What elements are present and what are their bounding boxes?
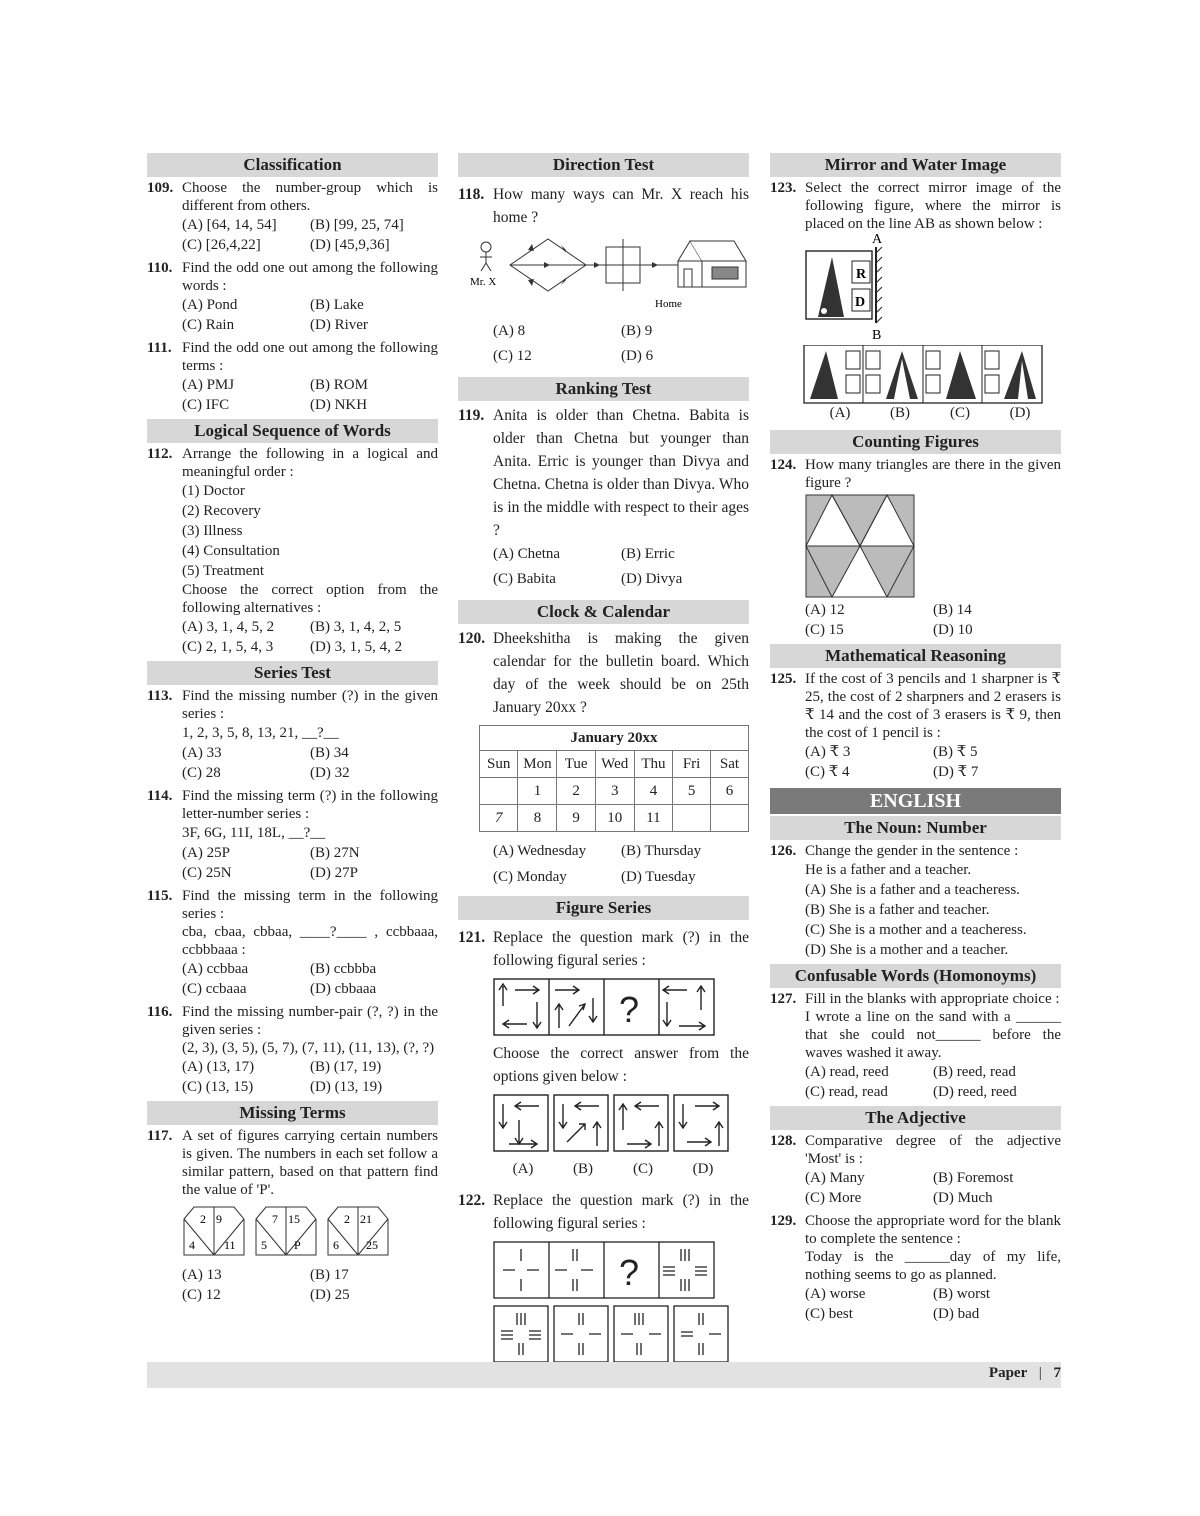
sentence: He is a father and a teacher. xyxy=(805,862,972,878)
fan-value: 2 xyxy=(200,1212,206,1226)
question-111 xyxy=(147,339,438,415)
question-number: 109. xyxy=(147,180,174,196)
option-d: (D) River xyxy=(310,317,368,333)
section-noun-number: The Noun: Number xyxy=(770,816,1061,840)
option-b: (B) Lake xyxy=(310,297,364,313)
option-b: (B) reed, read xyxy=(933,1064,1016,1080)
option-a: (A) ₹ 3 xyxy=(805,744,851,760)
option-c: (C) read, read xyxy=(805,1084,888,1100)
option-a: (A) Pond xyxy=(182,297,238,313)
fan-value: 15 xyxy=(288,1212,300,1226)
day-header: Mon xyxy=(518,751,557,778)
question-113 xyxy=(147,687,438,783)
option-b: (B) (17, 19) xyxy=(310,1059,382,1075)
question-115 xyxy=(147,887,438,999)
question-127 xyxy=(770,990,1061,1102)
option-c: (C) [26,4,22] xyxy=(182,237,261,253)
question-text: How many triangles are there in the given figure ? xyxy=(805,457,1061,491)
section-counting-figures: Counting Figures xyxy=(770,430,1061,454)
question-text: Choose the appropriate word for the blank to complete the sentence : xyxy=(805,1213,1061,1247)
question-number: 115. xyxy=(147,888,173,904)
question-number: 113. xyxy=(147,688,173,704)
fan-value: 6 xyxy=(333,1238,339,1252)
cross-options-figure xyxy=(493,1305,733,1363)
section-confusable-words: Confusable Words (Homonoyms) xyxy=(770,964,1061,988)
section-logical-sequence: Logical Sequence of Words xyxy=(147,419,438,443)
question-119 xyxy=(458,404,749,592)
option-c: (C) 12 xyxy=(182,1287,221,1303)
page-number: 7 xyxy=(1053,1365,1061,1381)
section-series-test: Series Test xyxy=(147,661,438,685)
question-128 xyxy=(770,1132,1061,1208)
question-text: Comparative degree of the adjective 'Most' is : xyxy=(805,1133,1061,1167)
question-instruction: Choose the correct answer from the options given below : xyxy=(493,1045,749,1085)
date-cell xyxy=(480,778,518,805)
question-instruction: Choose the correct option from the following alternatives : xyxy=(182,582,438,616)
question-124 xyxy=(770,456,1061,640)
section-ranking-test: Ranking Test xyxy=(458,377,749,401)
option-c: (C) Rain xyxy=(182,317,235,333)
option-c: (C) Babita xyxy=(493,571,556,587)
option-c: (C) Monday xyxy=(493,869,567,885)
item-2: (2) Recovery xyxy=(182,503,261,519)
date-cell: 9 xyxy=(557,805,595,832)
section-english: ENGLISH xyxy=(770,788,1061,814)
day-header: Thu xyxy=(634,751,673,778)
option-c: (C) 12 xyxy=(493,348,532,364)
date-cell xyxy=(710,805,748,832)
day-header: Fri xyxy=(673,751,711,778)
option-c: (C) ₹ 4 xyxy=(805,764,850,780)
question-text: How many ways can Mr. X reach his home ? xyxy=(493,186,749,226)
question-text: Replace the question mark (?) in the following figural series : xyxy=(493,929,749,969)
option-a: (A) Wednesday xyxy=(493,843,587,859)
question-number: 126. xyxy=(770,843,797,859)
option-d: (D) 6 xyxy=(621,348,654,364)
question-number: 116. xyxy=(147,1004,173,1020)
option-a: (A) [64, 14, 54] xyxy=(182,217,277,233)
letter-d: D xyxy=(855,295,866,310)
question-text: Change the gender in the sentence : xyxy=(805,843,1019,859)
option-c: (C) ccbaaa xyxy=(182,981,247,997)
question-123 xyxy=(770,179,1061,233)
section-figure-series: Figure Series xyxy=(458,896,749,920)
fan-value: 5 xyxy=(261,1238,267,1252)
option-b: (B) She is a father and teacher. xyxy=(805,902,990,918)
question-126 xyxy=(770,842,1061,960)
mirror-options-figure xyxy=(770,345,1061,405)
series-line: cba, cbaa, cbbaa, ____?____ , ccbbaaa, ccbbbaaa : xyxy=(182,924,438,958)
section-missing-terms: Missing Terms xyxy=(147,1101,438,1125)
option-b: (B) 14 xyxy=(933,602,972,618)
page-footer xyxy=(989,1365,1061,1382)
question-mark: ? xyxy=(619,989,640,1030)
fan-value: 21 xyxy=(360,1212,372,1226)
option-a: (A) read, reed xyxy=(805,1064,889,1080)
footer-separator: | xyxy=(1038,1365,1042,1381)
section-clock-calendar: Clock & Calendar xyxy=(458,600,749,624)
option-a: (A) She is a father and a teacheress. xyxy=(805,882,1020,898)
question-text: Find the missing term in the following series : xyxy=(182,888,438,922)
fan-value: 2 xyxy=(344,1212,350,1226)
question-120-options xyxy=(458,838,749,890)
option-d: (D) NKH xyxy=(310,397,368,413)
option-b: (B) Thursday xyxy=(621,843,702,859)
question-121 xyxy=(458,926,749,1181)
option-label-a: (A) xyxy=(512,1161,534,1177)
question-text: Arrange the following in a logical and meaningful order : xyxy=(182,446,438,480)
option-label-a: (A) xyxy=(829,405,851,421)
date-cell: 5 xyxy=(673,778,711,805)
day-header: Sun xyxy=(480,751,518,778)
option-c: (C) (13, 15) xyxy=(182,1079,254,1095)
item-4: (4) Consultation xyxy=(182,543,280,559)
option-a: (A) Chetna xyxy=(493,546,561,562)
option-c: (C) best xyxy=(805,1306,853,1322)
option-b: (B) 3, 1, 4, 2, 5 xyxy=(310,619,402,635)
day-header: Sat xyxy=(710,751,748,778)
option-c: (C) 15 xyxy=(805,622,844,638)
date-cell: 7 xyxy=(480,805,518,832)
option-d: (D) Divya xyxy=(621,571,683,587)
fan-value: 4 xyxy=(189,1238,195,1252)
question-number: 110. xyxy=(147,260,173,276)
question-text: If the cost of 3 pencils and 1 sharpner is ₹ 25, the cost of 2 sharpners and 2 erasers is ₹ 14 and the cost of 3 erasers is ₹ 9, then the cost of 1 pencil is : xyxy=(805,671,1061,741)
section-adjective: The Adjective xyxy=(770,1106,1061,1130)
option-c: (C) 28 xyxy=(182,765,221,781)
option-a: (A) 8 xyxy=(493,323,526,339)
fan-value: 11 xyxy=(224,1238,236,1252)
option-b: (B) Erric xyxy=(621,546,675,562)
fan-figures xyxy=(182,1205,392,1259)
series-line: 3F, 6G, 11I, 18L, __?__ xyxy=(182,825,326,841)
option-label-d: (D) xyxy=(692,1161,714,1177)
option-d: (D) 3, 1, 5, 4, 2 xyxy=(310,639,403,655)
person-icon xyxy=(480,242,492,271)
fan-figure-2 xyxy=(256,1207,316,1255)
option-b: (B) ₹ 5 xyxy=(933,744,978,760)
option-a: (A) ccbbaa xyxy=(182,961,249,977)
question-118-options xyxy=(458,319,749,369)
option-a: (A) 12 xyxy=(805,602,845,618)
question-109 xyxy=(147,179,438,255)
column-3 xyxy=(770,153,1061,1324)
question-number: 111. xyxy=(147,340,172,356)
option-b: (B) 9 xyxy=(621,323,653,339)
question-text: Select the correct mirror image of the following figure, where the mirror is placed on the line AB as shown below : xyxy=(805,180,1061,232)
option-a: (A) 33 xyxy=(182,745,222,761)
question-mark: ? xyxy=(619,1252,640,1293)
option-c: (C) She is a mother and a teacheress. xyxy=(805,922,1027,938)
option-c: (C) 2, 1, 5, 4, 3 xyxy=(182,639,274,655)
option-d: (D) 10 xyxy=(933,622,973,638)
option-d: (D) 25 xyxy=(310,1287,350,1303)
option-d: (D) (13, 19) xyxy=(310,1079,383,1095)
fan-value: 25 xyxy=(366,1238,378,1252)
option-c: (C) More xyxy=(805,1190,862,1206)
option-d: (D) She is a mother and a teacher. xyxy=(805,942,1009,958)
date-cell: 4 xyxy=(634,778,673,805)
date-cell: 1 xyxy=(518,778,557,805)
fan-figure-1 xyxy=(184,1207,244,1255)
option-d: (D) Much xyxy=(933,1190,993,1206)
column-2 xyxy=(458,153,749,1392)
question-number: 121. xyxy=(458,929,486,946)
home-label: Home xyxy=(655,298,682,310)
question-112 xyxy=(147,445,438,657)
option-a: (A) (13, 17) xyxy=(182,1059,255,1075)
option-b: (B) ROM xyxy=(310,377,368,393)
option-d: (D) cbbaaa xyxy=(310,981,377,997)
item-1: (1) Doctor xyxy=(182,483,245,499)
option-d: (D) reed, reed xyxy=(933,1084,1017,1100)
section-classification: Classification xyxy=(147,153,438,177)
option-d: (D) ₹ 7 xyxy=(933,764,979,780)
series-line: (2, 3), (3, 5), (5, 7), (7, 11), (11, 13), (?, ?) xyxy=(182,1040,435,1056)
option-d: (D) 32 xyxy=(310,765,350,781)
question-text: Find the missing number-pair (?, ?) in the given series : xyxy=(182,1004,438,1038)
question-text: Find the odd one out among the following words : xyxy=(182,260,438,294)
letter-r: R xyxy=(856,267,867,282)
option-labels xyxy=(770,405,1061,422)
item-3: (3) Illness xyxy=(182,523,243,539)
option-d: (D) [45,9,36] xyxy=(310,237,390,253)
option-label-c: (C) xyxy=(633,1161,653,1177)
fan-value: 7 xyxy=(272,1212,278,1226)
question-number: 112. xyxy=(147,446,173,462)
calendar-title: January 20xx xyxy=(480,726,749,751)
question-text: Choose the number-group which is different from others. xyxy=(182,180,438,214)
question-number: 125. xyxy=(770,671,797,687)
question-number: 119. xyxy=(458,407,485,424)
option-label-b: (B) xyxy=(890,405,910,421)
question-number: 117. xyxy=(147,1128,173,1144)
option-b: (B) Foremost xyxy=(933,1170,1014,1186)
question-number: 122. xyxy=(458,1192,486,1209)
option-b: (B) 34 xyxy=(310,745,349,761)
fan-value: 9 xyxy=(216,1212,222,1226)
date-cell: 6 xyxy=(710,778,748,805)
question-text: Anita is older than Chetna. Babita is older than Chetna but younger than Anita. Erric is younger than Divya and Chetna. Chetna is older than Divya. Who is in the middle with respect to their ages ? xyxy=(493,407,749,539)
question-116 xyxy=(147,1003,438,1097)
arrow-series-figure xyxy=(493,978,715,1036)
day-header: Tue xyxy=(557,751,595,778)
question-text: Fill in the blanks with appropriate choice : xyxy=(805,991,1060,1007)
triangle-figure xyxy=(805,494,915,598)
mirror-label-a: A xyxy=(872,233,883,247)
fan-figure-3 xyxy=(328,1207,388,1255)
question-number: 127. xyxy=(770,991,797,1007)
question-118 xyxy=(458,183,749,229)
section-direction-test: Direction Test xyxy=(458,153,749,177)
question-number: 118. xyxy=(458,186,485,203)
mirror-question-figure xyxy=(770,233,1061,343)
sentence: I wrote a line on the sand with a ______ that she could not______ before the waves washed it away. xyxy=(805,1009,1061,1061)
question-110 xyxy=(147,259,438,335)
arrow-options-figure xyxy=(493,1094,733,1152)
question-text: Dheekshitha is making the given calendar for the bulletin board. Which day of the week should be on 25th January 20xx ? xyxy=(493,630,749,716)
option-c: (C) 25N xyxy=(182,865,232,881)
question-number: 124. xyxy=(770,457,797,473)
option-a: (A) 3, 1, 4, 5, 2 xyxy=(182,619,275,635)
date-cell: 8 xyxy=(518,805,557,832)
option-label-c: (C) xyxy=(950,405,970,421)
direction-figure xyxy=(458,235,749,315)
option-b: (B) 27N xyxy=(310,845,360,861)
home-icon xyxy=(678,241,746,287)
date-cell: 3 xyxy=(595,778,634,805)
item-5: (5) Treatment xyxy=(182,563,265,579)
mirror-label-b: B xyxy=(872,328,882,343)
question-text: A set of figures carrying certain numbers is given. The numbers in each set follow a similar pattern, based on that pattern find the value of 'P'. xyxy=(182,1128,438,1198)
section-mirror-image: Mirror and Water Image xyxy=(770,153,1061,177)
option-a: (A) PMJ xyxy=(182,377,235,393)
question-114 xyxy=(147,787,438,883)
question-number: 128. xyxy=(770,1133,797,1149)
question-text: Find the missing term (?) in the following letter-number series : xyxy=(182,788,438,822)
mr-x-label: Mr. X xyxy=(470,276,497,288)
option-b: (B) worst xyxy=(933,1286,991,1302)
option-labels xyxy=(493,1158,749,1181)
question-125 xyxy=(770,670,1061,782)
footer-paper-label: Paper xyxy=(988,1365,1027,1381)
question-number: 120. xyxy=(458,630,486,647)
day-header: Wed xyxy=(595,751,634,778)
section-math-reasoning: Mathematical Reasoning xyxy=(770,644,1061,668)
option-a: (A) Many xyxy=(805,1170,865,1186)
option-d: (D) Tuesday xyxy=(621,869,696,885)
calendar-table xyxy=(479,725,749,832)
question-text: Find the odd one out among the following terms : xyxy=(182,340,438,374)
option-b: (B) [99, 25, 74] xyxy=(310,217,404,233)
date-cell: 10 xyxy=(595,805,634,832)
question-number: 123. xyxy=(770,180,797,196)
option-label-d: (D) xyxy=(1009,405,1031,421)
option-d: (D) 27P xyxy=(310,865,358,881)
question-text: Find the missing number (?) in the given series : xyxy=(182,688,438,722)
footer-bar xyxy=(147,1362,1061,1388)
option-b: (B) ccbbba xyxy=(310,961,377,977)
series-line: 1, 2, 3, 5, 8, 13, 21, __?__ xyxy=(182,725,339,741)
date-cell: 11 xyxy=(634,805,673,832)
option-label-b: (B) xyxy=(573,1161,593,1177)
option-b: (B) 17 xyxy=(310,1267,349,1283)
option-a: (A) worse xyxy=(805,1286,866,1302)
question-number: 129. xyxy=(770,1213,797,1229)
fan-value: P xyxy=(294,1238,301,1252)
option-d: (D) bad xyxy=(933,1306,980,1322)
option-a: (A) 25P xyxy=(182,845,230,861)
date-cell xyxy=(673,805,711,832)
column-1 xyxy=(147,153,438,1305)
cross-series-figure xyxy=(493,1241,715,1299)
date-cell: 2 xyxy=(557,778,595,805)
question-text: Replace the question mark (?) in the following figural series : xyxy=(493,1192,749,1232)
option-c: (C) IFC xyxy=(182,397,230,413)
option-a: (A) 13 xyxy=(182,1267,222,1283)
sentence: Today is the ______day of my life, nothing seems to go as planned. xyxy=(805,1249,1061,1283)
question-120 xyxy=(458,627,749,719)
question-129 xyxy=(770,1212,1061,1324)
question-number: 114. xyxy=(147,788,173,804)
question-117 xyxy=(147,1127,438,1305)
